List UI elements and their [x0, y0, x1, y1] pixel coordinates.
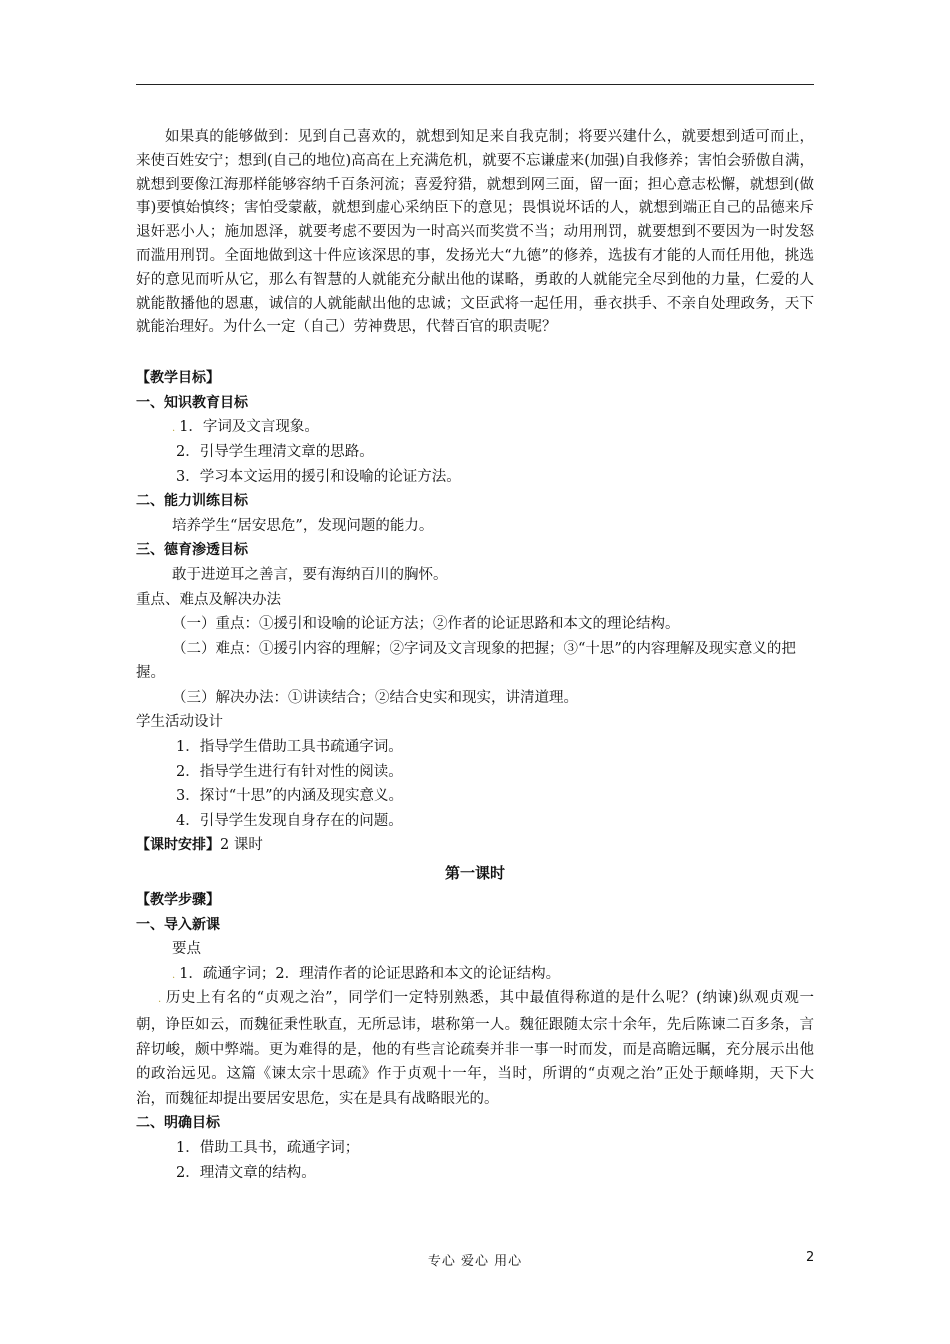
- moral-goals-heading: 三、德育渗透目标: [136, 542, 248, 559]
- list-item: 2．指导学生进行有针对性的阅读。: [176, 763, 403, 780]
- dot-icon: .: [172, 423, 176, 435]
- teaching-goals-heading: 【教学目标】: [136, 370, 220, 387]
- schedule-label: 【课时安排】: [136, 837, 220, 854]
- key-points-heading: 重点、难点及解决办法: [136, 591, 281, 608]
- solution: （三）解决办法：①讲读结合；②结合史实和现实，讲清道理。: [172, 689, 578, 706]
- ability-text: 培养学生“居安思危”，发现问题的能力。: [172, 517, 434, 534]
- history-paragraph: . 历史上有名的“贞观之治”，同学们一定特别熟悉，其中最值得称道的是什么呢？(纳谏)纵观贞观一朝，诤臣如云，而魏征秉性耿直，无所忌讳，堪称第一人。魏征跟随太宗十余年，先后陈谏二百多条，言辞切峻，颇中弊端。更为难得的是，他的有些言论疏奏并非一事一时而发，而是高瞻远瞩，充分展示出他的政治远见。这篇《谏太宗十思疏》作于贞观十一年，当时，所谓的“贞观之治”正处于颠峰期，天下大治，而魏征却提出要居安思危，实在是具有战略眼光的。: [136, 990, 814, 1107]
- list-item: 1．指导学生借助工具书疏通字词。: [176, 739, 403, 756]
- schedule-line: [136, 833, 814, 858]
- knowledge-goals-heading: 一、知识教育目标: [136, 394, 248, 411]
- page-number: 2: [806, 1250, 815, 1265]
- dot-icon: .: [158, 994, 162, 1006]
- dot-icon: .: [172, 969, 176, 981]
- footer-text: 专心 爱心 用心: [427, 1254, 523, 1269]
- document-body: [136, 126, 814, 1185]
- list-item: . 1．字词及文言现象。: [172, 419, 319, 436]
- clarify-goals-heading: 二、明确目标: [136, 1115, 220, 1132]
- intro-paragraph: 如果真的能够做到：见到自己喜欢的，就想到知足来自我克制；将要兴建什么，就要想到适可而止，来使百姓安宁；想到(自己的地位)高高在上充满危机，就要不忘谦虚来(加强)自我修养；害怕会骄傲自满，就想到要像江海那样能够容纳千百条河流；喜爱狩猎，就想到网三面，留一面；担心意志松懈，就想到(做事)要慎始慎终；害怕受蒙蔽，就想到虚心采纳臣下的意见；畏惧说坏话的人，就想到端正自己的品德来斥退奸恶小人；施加恩泽，就要考虑不要因为一时高兴而奖赏不当；动用刑罚，就要想到不要因为一时发怒而滥用刑罚。全面地做到这十件应该深思的事，发扬光大“九德”的修养，选拔有才能的人而任用他，挑选好的意见而听从它，那么有智慧的人就能充分献出他的谋略，勇敢的人就能完全尽到他的力量，仁爱的人就能散播他的恩惠，诚信的人就能献出他的忠诚；文臣武将一起任用，垂衣拱手、不亲自处理政务，天下就能治理好。为什么一定（自己）劳神费思，代替百官的职责呢？: [136, 129, 814, 336]
- activity-heading: 学生活动设计: [136, 714, 223, 731]
- points-text: . 1．疏通字词；2．理清作者的论证思路和本文的论证结构。: [172, 965, 561, 982]
- difficulty: （二）难点：①援引内容的理解；②字词及文言现象的把握；③“十思”的内容理解及现实意义的把握。: [136, 640, 796, 682]
- list-item: 2．引导学生理清文章的思路。: [176, 443, 374, 460]
- list-item: 3．学习本文运用的援引和设喻的论证方法。: [176, 468, 461, 485]
- schedule-value: 2 课时: [220, 837, 263, 854]
- moral-text: 敢于进逆耳之善言，要有海纳百川的胸怀。: [172, 566, 448, 583]
- list-item: 2．理清文章的结构。: [176, 1164, 316, 1181]
- header-rule: [136, 84, 814, 85]
- key-point: （一）重点：①援引和设喻的论证方法；②作者的论证思路和本文的理论结构。: [172, 616, 680, 633]
- ability-goals-heading: 二、能力训练目标: [136, 493, 248, 510]
- steps-heading: 【教学步骤】: [136, 892, 220, 909]
- list-item: 4．引导学生发现自身存在的问题。: [176, 812, 403, 829]
- list-item: 3．探讨“十思”的内涵及现实意义。: [176, 788, 404, 805]
- lesson-title: 第一课时: [444, 864, 505, 883]
- points-label: 要点: [172, 941, 201, 958]
- list-item: 1．借助工具书，疏通字词；: [176, 1139, 360, 1156]
- intro-lesson-heading: 一、导入新课: [136, 916, 220, 933]
